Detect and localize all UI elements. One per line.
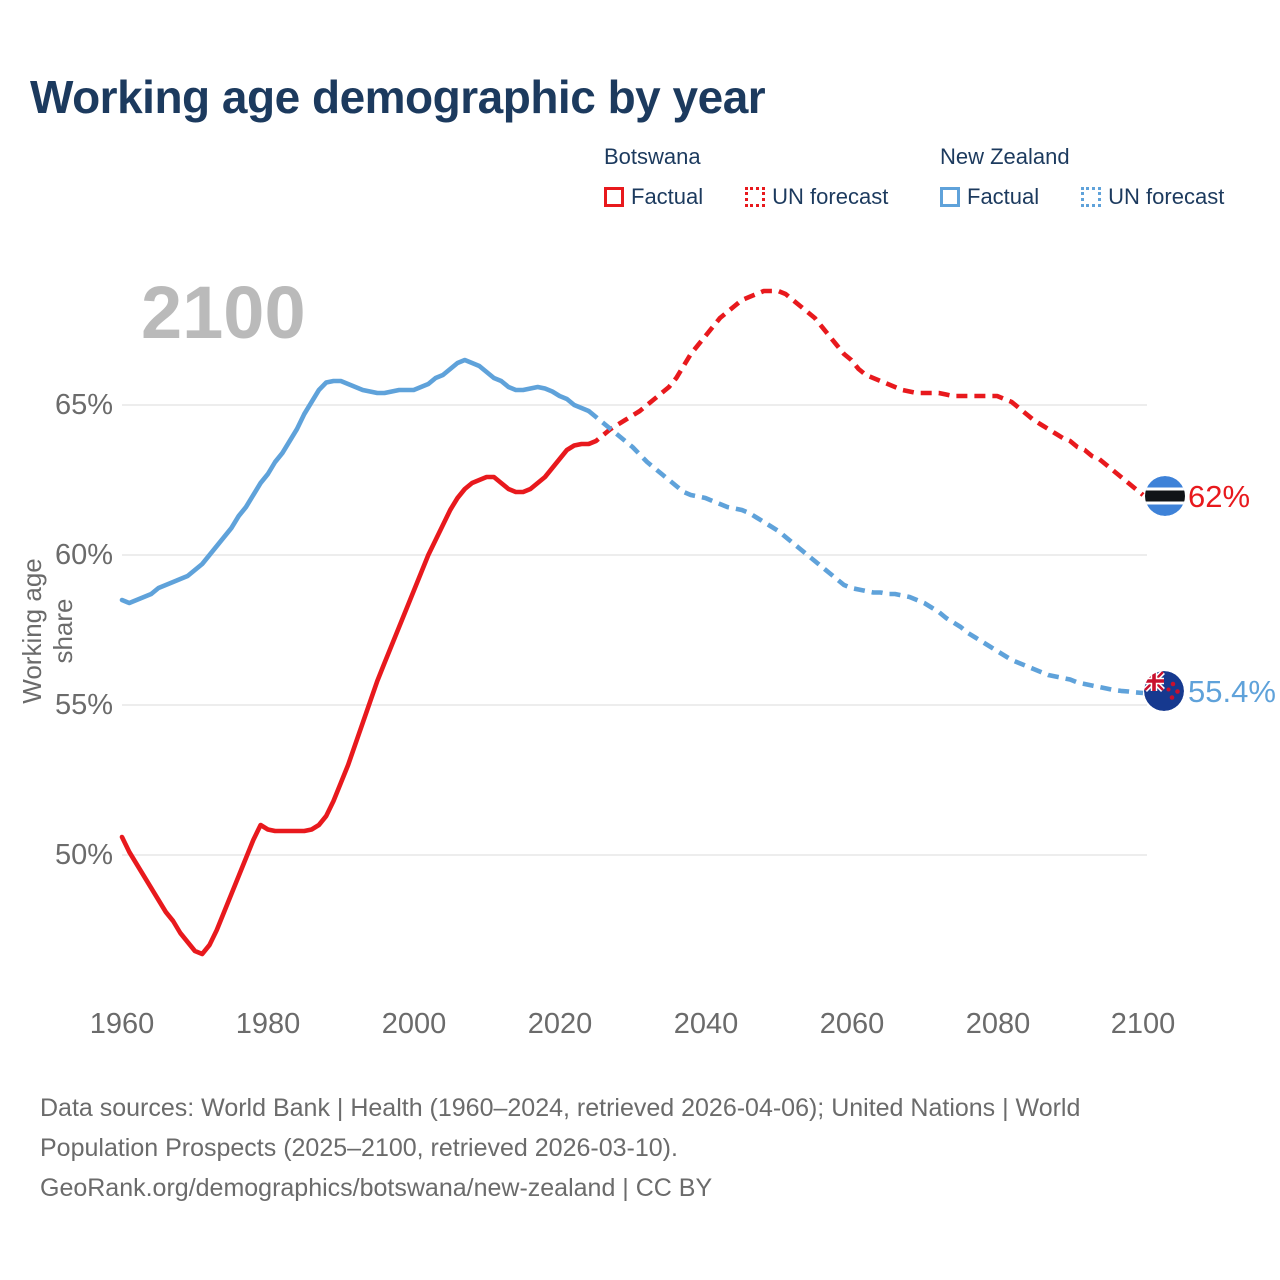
- dotted-blue-swatch-icon: [1081, 187, 1101, 207]
- legend-item-botswana-forecast[interactable]: UN forecast: [745, 184, 888, 210]
- footer-attribution: [40, 1088, 1220, 1208]
- series-line-botswana-factual: [122, 444, 589, 954]
- legend-group-new-zealand: [940, 144, 1224, 210]
- legend-item-nz-forecast[interactable]: UN forecast: [1081, 184, 1224, 210]
- botswana-end-value-label: 62%: [1188, 479, 1251, 514]
- x-tick-2040: 2040: [673, 1008, 739, 1040]
- y-tick-65: 65%: [54, 389, 113, 421]
- y-tick-55: 55%: [54, 689, 113, 721]
- footer-line-3: GeoRank.org/demographics/botswana/new-zealand | CC BY: [40, 1174, 713, 1202]
- footer-line-2: Population Prospects (2025–2100, retrieved 2026-03-10).: [40, 1134, 678, 1162]
- year-watermark: 2100: [141, 271, 306, 354]
- series-line-new-zealand-factual: [122, 360, 589, 603]
- dotted-red-swatch-icon: [745, 187, 765, 207]
- x-tick-2020: 2020: [527, 1008, 593, 1040]
- botswana-flag-icon: [1145, 476, 1185, 516]
- series-line-new-zealand-un-forecast: [589, 411, 1143, 693]
- gridlines: [122, 405, 1147, 855]
- x-tick-2100: 2100: [1110, 1008, 1176, 1040]
- series-line-botswana-un-forecast: [589, 291, 1143, 495]
- footer-line-1: Data sources: World Bank | Health (1960–2024, retrieved 2026-04-06); United Nations | World: [40, 1094, 1081, 1122]
- y-tick-60: 60%: [54, 539, 113, 571]
- legend-botswana-title: Botswana: [604, 144, 701, 169]
- x-tick-2080: 2080: [965, 1008, 1031, 1040]
- new-zealand-end-value-label: 55.4%: [1188, 674, 1276, 709]
- solid-blue-swatch-icon: [940, 187, 960, 207]
- chart-title: Working age demographic by year: [30, 71, 766, 123]
- x-tick-1980: 1980: [235, 1008, 301, 1040]
- x-tick-1960: 1960: [89, 1008, 155, 1040]
- new-zealand-flag-icon: [1144, 671, 1184, 711]
- x-tick-2000: 2000: [381, 1008, 447, 1040]
- legend-item-botswana-factual[interactable]: Factual: [604, 184, 703, 210]
- x-tick-2060: 2060: [819, 1008, 885, 1040]
- legend-group-botswana: [604, 144, 888, 210]
- y-axis-title: Working age share: [17, 558, 78, 704]
- solid-red-swatch-icon: [604, 187, 624, 207]
- y-tick-50: 50%: [54, 839, 113, 871]
- legend-nz-title: New Zealand: [940, 144, 1070, 169]
- legend-item-nz-factual[interactable]: Factual: [940, 184, 1039, 210]
